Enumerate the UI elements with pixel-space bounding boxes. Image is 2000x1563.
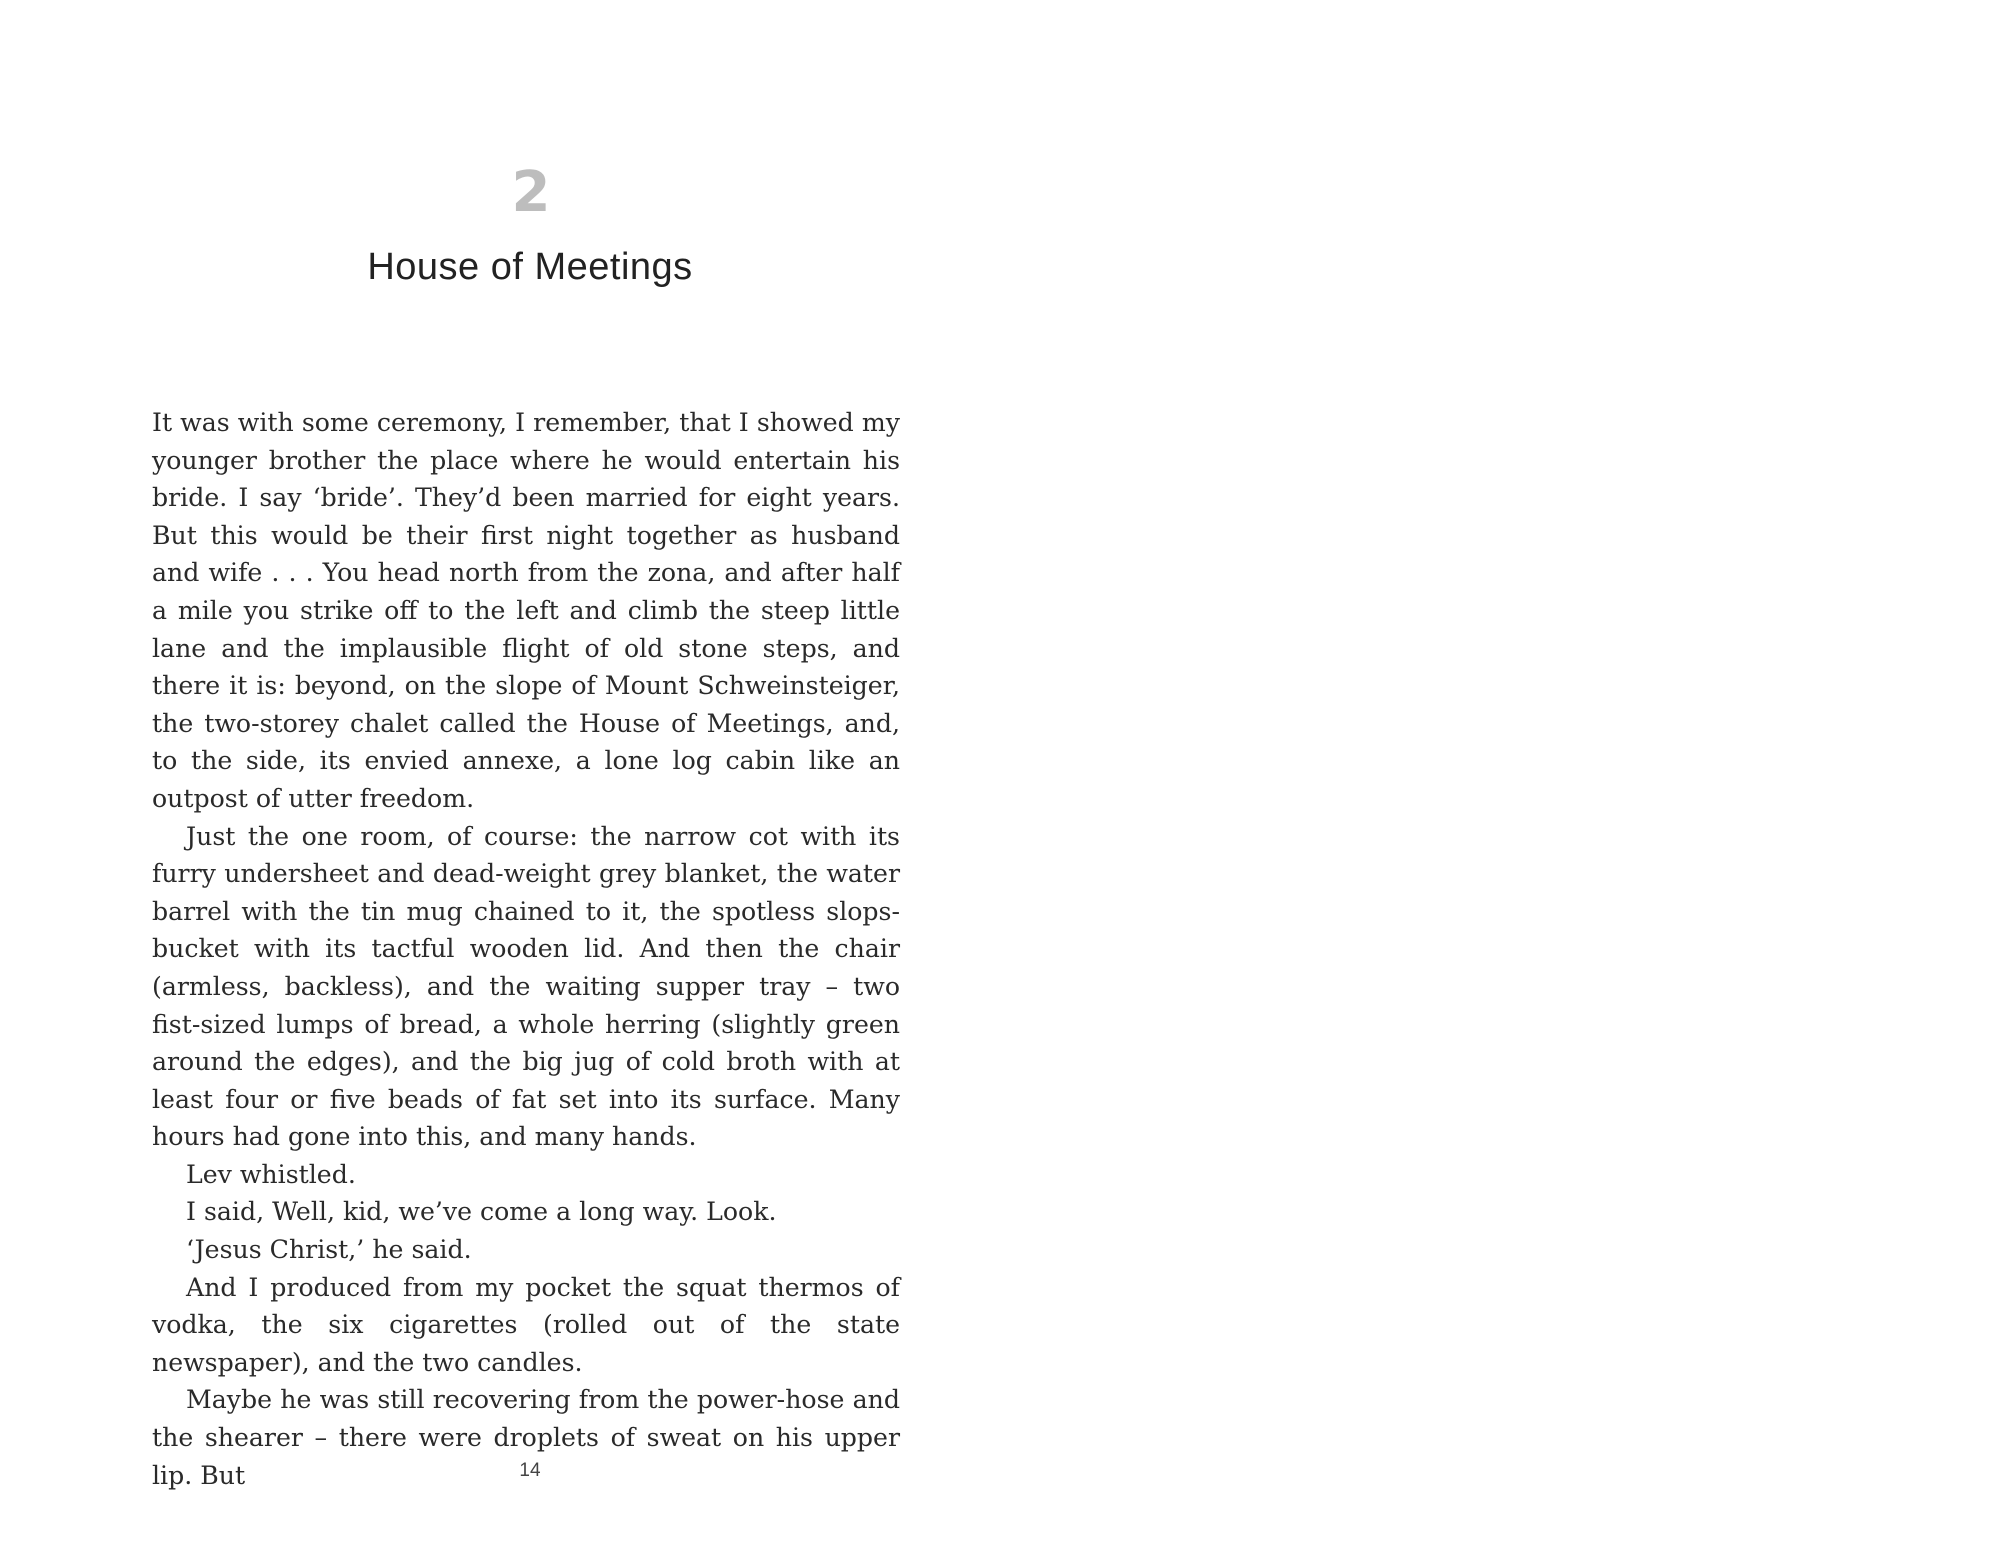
- paragraph: And I produced from my pocket the squat thermos of vodka, the six cigarettes (rolled out of the state newspaper), and the two candles.: [152, 1272, 900, 1377]
- paragraph: ‘Jesus Christ,’ he said.: [186, 1235, 472, 1265]
- left-body-text: [152, 404, 900, 1494]
- paragraph: I said, Well, kid, we’ve come a long way. Look.: [186, 1197, 777, 1227]
- paragraph: It was with some ceremony, I remember, that I showed my younger brother the place where he would entertain his bride. I say ‘bride’. They’d been married for eight years. But this would be their first night together as husband and wife . . . You head north from the zona, and after half a mile you strike off to the left and climb the steep little lane and the implausible flight of old stone steps, and there it is: beyond, on the slope of Mount Schweinsteiger, the two-storey chalet called the House of Meetings, and, to the side, its envied annexe, a lone log cabin like an outpost of utter freedom.: [152, 408, 900, 813]
- chapter-number: 2: [511, 160, 549, 225]
- paragraph: Maybe he was still recovering from the power-hose and the shearer – there were droplets of sweat on his upper lip. But: [152, 1385, 900, 1490]
- right-page: [1000, 0, 2000, 1563]
- paragraph: Lev whistled.: [186, 1159, 356, 1189]
- page-number: 14: [519, 1460, 541, 1481]
- chapter-title: House of Meetings: [367, 246, 693, 288]
- paragraph: Just the one room, of course: the narrow cot with its furry undersheet and dead-weight grey blanket, the water barrel with the tin mug chained to it, the spotless slops-bucket with its tactful wooden lid. And then the chair (armless, backless), and the waiting supper tray – two fist-sized lumps of bread, a whole herring (slightly green around the edges), and the big jug of cold broth with at least four or five beads of fat set into its surface. Many hours had gone into this, and many hands.: [152, 821, 900, 1152]
